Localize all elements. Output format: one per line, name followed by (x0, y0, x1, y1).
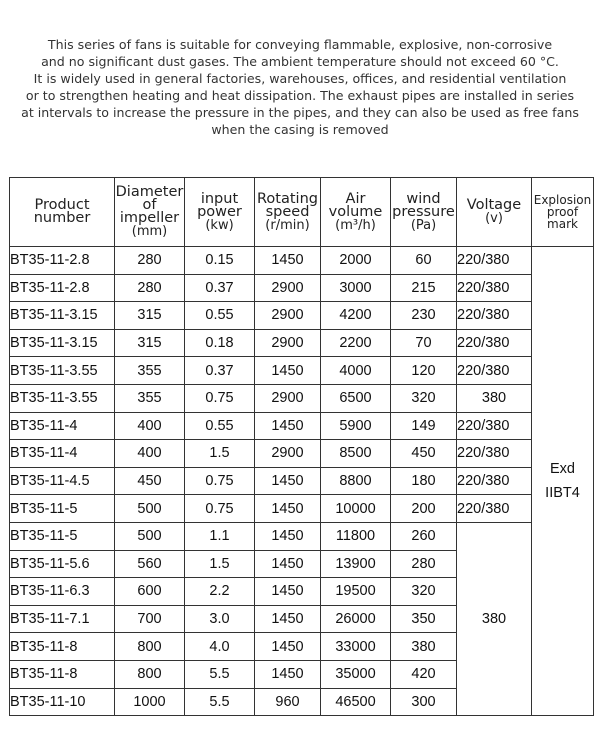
pressure-cell: 60 (391, 247, 457, 275)
power-cell: 5.5 (185, 688, 255, 716)
speed-cell: 1450 (255, 660, 321, 688)
speed-cell: 1450 (255, 247, 321, 275)
table-row (10, 467, 594, 495)
voltage-cell: 220/380 (457, 495, 532, 523)
header-text: Product (34, 197, 90, 213)
volume-cell: 2200 (321, 329, 391, 357)
pressure-cell: 70 (391, 329, 457, 357)
header-text: number (33, 210, 91, 226)
speed-cell: 1450 (255, 467, 321, 495)
model-cell: BT35-11-4 (10, 412, 115, 440)
header-text: Explosion (533, 193, 592, 207)
model-cell: BT35-11-4 (10, 440, 115, 468)
pressure-cell: 149 (391, 412, 457, 440)
pressure-cell: 180 (391, 467, 457, 495)
pressure-cell: 120 (391, 357, 457, 385)
diameter-cell: 355 (115, 384, 185, 412)
voltage-cell: 220/380 (457, 302, 532, 330)
diameter-cell: 280 (115, 274, 185, 302)
diameter-cell: 560 (115, 550, 185, 578)
power-cell: 4.0 (185, 633, 255, 661)
volume-cell: 8800 (321, 467, 391, 495)
header-text: volume (328, 203, 383, 220)
model-cell: BT35-11-8 (10, 633, 115, 661)
header-text: speed (265, 203, 310, 220)
pressure-cell: 420 (391, 660, 457, 688)
speed-cell: 1450 (255, 578, 321, 606)
speed-cell: 2900 (255, 384, 321, 412)
power-cell: 0.75 (185, 384, 255, 412)
pressure-cell: 380 (391, 633, 457, 661)
header-impeller-diameter (115, 178, 185, 247)
header-product-number (10, 178, 115, 247)
diameter-cell: 600 (115, 578, 185, 606)
table-row (10, 302, 594, 330)
model-cell: BT35-11-2.8 (10, 247, 115, 275)
header-rotating-speed (255, 178, 321, 247)
diameter-cell: 280 (115, 247, 185, 275)
header-text: (mm) (131, 224, 168, 239)
model-cell: BT35-11-5 (10, 522, 115, 550)
model-cell: BT35-11-7.1 (10, 605, 115, 633)
power-cell: 0.15 (185, 247, 255, 275)
voltage-cell: 220/380 (457, 467, 532, 495)
header-text: impeller (119, 210, 180, 226)
intro-line: or to strengthen heating and heat dissipation. The exhaust pipes are installed in series (25, 88, 575, 103)
mark-line: Exd (550, 461, 575, 478)
voltage-cell: 220/380 (457, 440, 532, 468)
volume-cell: 35000 (321, 660, 391, 688)
power-cell: 3.0 (185, 605, 255, 633)
pressure-cell: 450 (391, 440, 457, 468)
speed-cell: 1450 (255, 633, 321, 661)
volume-cell: 33000 (321, 633, 391, 661)
diameter-cell: 500 (115, 522, 185, 550)
diameter-cell: 800 (115, 660, 185, 688)
header-input-power (185, 178, 255, 247)
volume-cell: 13900 (321, 550, 391, 578)
table-row (10, 412, 594, 440)
header-text: pressure (392, 203, 455, 220)
speed-cell: 960 (255, 688, 321, 716)
model-cell: BT35-11-4.5 (10, 467, 115, 495)
volume-cell: 4000 (321, 357, 391, 385)
volume-cell: 4200 (321, 302, 391, 330)
pressure-cell: 320 (391, 384, 457, 412)
header-voltage (457, 178, 532, 247)
intro-line: and no significant dust gases. The ambient temperature should not exceed 60 °C. (41, 54, 559, 69)
model-cell: BT35-11-3.55 (10, 384, 115, 412)
pressure-cell: 230 (391, 302, 457, 330)
pressure-cell: 320 (391, 578, 457, 606)
model-cell: BT35-11-5 (10, 495, 115, 523)
header-text: (kw) (205, 217, 234, 233)
volume-cell: 10000 (321, 495, 391, 523)
voltage-cell: 220/380 (457, 412, 532, 440)
header-explosion-proof-mark (532, 178, 594, 247)
header-text: (m³/h) (335, 217, 376, 233)
speed-cell: 1450 (255, 412, 321, 440)
header-text: Rotating (257, 190, 318, 207)
header-text: Diameter (115, 184, 184, 200)
voltage-cell: 220/380 (457, 247, 532, 275)
volume-cell: 46500 (321, 688, 391, 716)
model-cell: BT35-11-10 (10, 688, 115, 716)
header-text: proof (546, 205, 579, 219)
table-row (10, 440, 594, 468)
diameter-cell: 315 (115, 302, 185, 330)
voltage-cell: 220/380 (457, 329, 532, 357)
power-cell: 0.75 (185, 467, 255, 495)
voltage-cell: 220/380 (457, 274, 532, 302)
speed-cell: 1450 (255, 605, 321, 633)
speed-cell: 2900 (255, 274, 321, 302)
voltage-cell: 220/380 (457, 357, 532, 385)
table-row (10, 522, 594, 550)
model-cell: BT35-11-6.3 (10, 578, 115, 606)
volume-cell: 2000 (321, 247, 391, 275)
table-row (10, 329, 594, 357)
volume-cell: 19500 (321, 578, 391, 606)
diameter-cell: 355 (115, 357, 185, 385)
speed-cell: 1450 (255, 550, 321, 578)
header-text: (r/min) (265, 217, 310, 233)
header-text: (Pa) (410, 217, 437, 233)
power-cell: 0.75 (185, 495, 255, 523)
intro-line: This series of fans is suitable for conveying flammable, explosive, non-corrosive (47, 37, 553, 52)
table-body (10, 247, 594, 716)
table-row (10, 247, 594, 275)
volume-cell: 8500 (321, 440, 391, 468)
power-cell: 1.1 (185, 522, 255, 550)
diameter-cell: 315 (115, 329, 185, 357)
header-text: input (200, 190, 239, 207)
intro-paragraph (20, 36, 580, 138)
intro-line: at intervals to increase the pressure in the pipes, and they can also be used as free fans (21, 105, 579, 120)
speed-cell: 1450 (255, 495, 321, 523)
diameter-cell: 700 (115, 605, 185, 633)
speed-cell: 1450 (255, 357, 321, 385)
header-text: wind (406, 190, 441, 207)
header-text: Voltage (466, 197, 522, 213)
volume-cell: 11800 (321, 522, 391, 550)
diameter-cell: 450 (115, 467, 185, 495)
diameter-cell: 500 (115, 495, 185, 523)
volume-cell: 26000 (321, 605, 391, 633)
pressure-cell: 260 (391, 522, 457, 550)
volume-cell: 5900 (321, 412, 391, 440)
table-row (10, 495, 594, 523)
header-wind-pressure (391, 178, 457, 247)
model-cell: BT35-11-5.6 (10, 550, 115, 578)
model-cell: BT35-11-3.15 (10, 329, 115, 357)
table-row (10, 274, 594, 302)
speed-cell: 2900 (255, 440, 321, 468)
power-cell: 2.2 (185, 578, 255, 606)
pressure-cell: 215 (391, 274, 457, 302)
power-cell: 0.37 (185, 357, 255, 385)
speed-cell: 2900 (255, 302, 321, 330)
diameter-cell: 800 (115, 633, 185, 661)
diameter-cell: 1000 (115, 688, 185, 716)
power-cell: 1.5 (185, 550, 255, 578)
header-text: of (142, 197, 157, 213)
power-cell: 1.5 (185, 440, 255, 468)
header-text: (v) (485, 211, 503, 226)
volume-cell: 6500 (321, 384, 391, 412)
pressure-cell: 280 (391, 550, 457, 578)
voltage-merged-cell: 380 (457, 522, 532, 715)
table-row (10, 384, 594, 412)
power-cell: 0.55 (185, 302, 255, 330)
intro-line: when the casing is removed (211, 122, 389, 137)
speed-cell: 1450 (255, 522, 321, 550)
pressure-cell: 200 (391, 495, 457, 523)
model-cell: BT35-11-3.15 (10, 302, 115, 330)
power-cell: 0.18 (185, 329, 255, 357)
explosion-proof-mark-cell (532, 247, 594, 716)
volume-cell: 3000 (321, 274, 391, 302)
header-text: Air (345, 190, 366, 207)
model-cell: BT35-11-8 (10, 660, 115, 688)
header-text: power (197, 203, 242, 220)
voltage-cell: 380 (457, 384, 532, 412)
table-header-row (10, 178, 594, 247)
mark-line: IIBT4 (545, 485, 580, 502)
pressure-cell: 350 (391, 605, 457, 633)
model-cell: BT35-11-2.8 (10, 274, 115, 302)
diameter-cell: 400 (115, 412, 185, 440)
table-row (10, 357, 594, 385)
intro-line: It is widely used in general factories, warehouses, offices, and residential ventilation (33, 71, 567, 86)
power-cell: 0.55 (185, 412, 255, 440)
speed-cell: 2900 (255, 329, 321, 357)
fan-spec-table (9, 177, 594, 716)
header-air-volume (321, 178, 391, 247)
pressure-cell: 300 (391, 688, 457, 716)
model-cell: BT35-11-3.55 (10, 357, 115, 385)
diameter-cell: 400 (115, 440, 185, 468)
power-cell: 5.5 (185, 660, 255, 688)
header-text: mark (547, 217, 578, 231)
power-cell: 0.37 (185, 274, 255, 302)
